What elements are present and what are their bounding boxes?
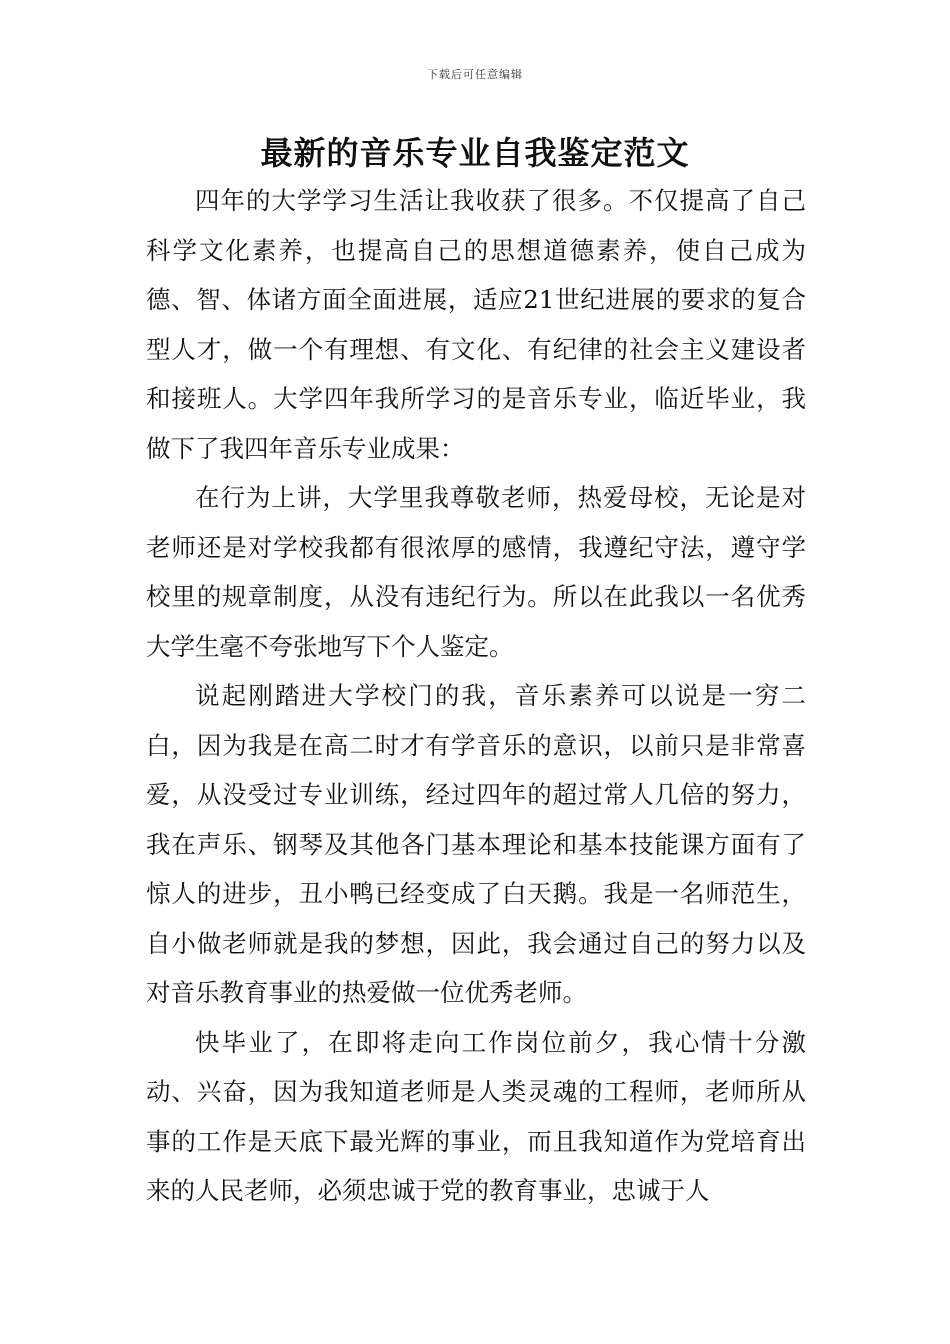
document-body <box>146 176 806 1216</box>
paragraph: 说起刚踏进大学校门的我，音乐素养可以说是一穷二白，因为我是在高二时才有学音乐的意识，以前只是非常喜爱，从没受过专业训练，经过四年的超过常人几倍的努力，我在声乐、钢琴及其他各门基本理论和基本技能课方面有了惊人的进步，丑小鸭已经变成了白天鹅。我是一名师范生，自小做老师就是我的梦想，因此，我会通过自己的努力以及对音乐教育事业的热爱做一位优秀老师。 <box>146 681 806 1007</box>
paragraph: 快毕业了，在即将走向工作岗位前夕，我心情十分激动、兴奋，因为我知道老师是人类灵魂的工程师，老师所从事的工作是天底下最光辉的事业，而且我知道作为党培育出来的人民老师，必须忠诚于党的教育事业，忠诚于人 <box>146 1027 806 1205</box>
document-title: 最新的音乐专业自我鉴定范文 <box>260 134 690 172</box>
header-note: 下载后可任意编辑 <box>427 68 523 81</box>
paragraph: 在行为上讲，大学里我尊敬老师，热爱母校，无论是对老师还是对学校我都有很浓厚的感情，我遵纪守法，遵守学校里的规章制度，从没有违纪行为。所以在此我以一名优秀大学生毫不夸张地写下个人鉴定。 <box>146 483 806 661</box>
paragraph: 四年的大学学习生活让我收获了很多。不仅提高了自己科学文化素养，也提高自己的思想道德素养，使自己成为德、智、体诸方面全面进展，适应21世纪进展的要求的复合型人才，做一个有理想、有文化、有纪律的社会主义建设者和接班人。大学四年我所学习的是音乐专业，临近毕业，我做下了我四年音乐专业成果： <box>146 186 806 463</box>
